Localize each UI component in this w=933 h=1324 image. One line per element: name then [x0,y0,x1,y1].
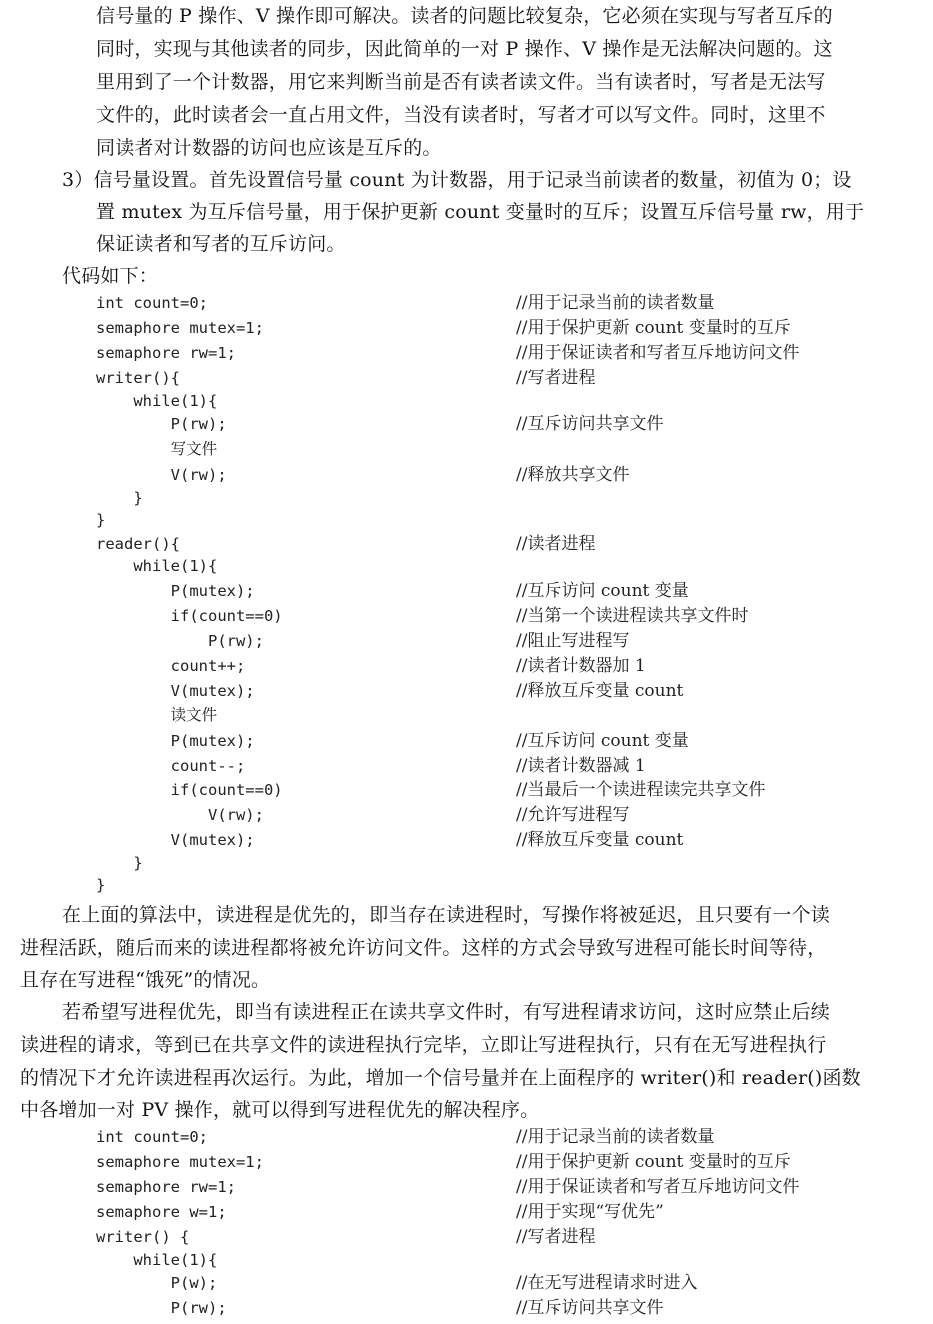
code-text: V(mutex); [96,831,255,849]
code-text: V(mutex); [96,682,255,700]
code-text: 读文件 [96,706,218,724]
code-text: while(1){ [96,392,218,410]
code-text: writer(){ [96,369,180,387]
code-text: 写文件 [96,440,218,458]
code-comment: //互斥访问共享文件 [516,414,664,434]
code-comment: //互斥访问 count 变量 [516,581,689,601]
text-line: 置 mutex 为互斥信号量，用于保护更新 count 变量时的互斥；设置互斥信号量 rw，用于 [96,201,865,223]
code-comment: //当第一个读进程读共享文件时 [516,606,749,626]
code-comment: //释放共享文件 [516,465,630,485]
code-text: if(count==0) [96,607,283,625]
text-line: 里用到了一个计数器，用它来判断当前是否有读者读文件。当有读者时，写者是无法写 [96,71,826,93]
text-line: 保证读者和写者的互斥访问。 [96,233,346,255]
code-text: semaphore rw=1; [96,1178,236,1196]
code-text: while(1){ [96,557,218,575]
code-comment: //用于记录当前的读者数量 [516,293,715,313]
code-text: if(count==0) [96,781,283,799]
code-comment: //在无写进程请求时进入 [516,1273,698,1293]
text-line: 信号量的 P 操作、V 操作即可解决。读者的问题比较复杂，它必须在实现与写者互斥的 [96,5,833,27]
text-line: 进程活跃，随后而来的读进程都将被允许访问文件。这样的方式会导致写进程可能长时间等待， [20,937,827,959]
code-comment: //用于保护更新 count 变量时的互斥 [516,1152,791,1172]
code-text: } [96,854,143,872]
code-text: int count=0; [96,1128,208,1146]
code-text: } [96,511,106,529]
code-comment: //读者计数器减 1 [516,756,646,776]
code-comment: //允许写进程写 [516,805,630,825]
code-heading: 代码如下： [62,265,159,287]
text-line: 读进程的请求，等到已在共享文件的读进程执行完毕，立即让写进程执行，只有在无写进程执行 [20,1034,827,1056]
code-text: semaphore mutex=1; [96,319,264,337]
code-text: P(rw); [96,1299,227,1317]
code-text: semaphore mutex=1; [96,1153,264,1171]
text-line: 文件的，此时读者会一直占用文件，当没有读者时，写者才可以写文件。同时，这里不 [96,104,826,126]
code-text: count--; [96,757,246,775]
code-comment: //用于保护更新 count 变量时的互斥 [516,318,791,338]
code-comment: //互斥访问 count 变量 [516,731,689,751]
code-text: V(rw); [96,806,264,824]
code-text: } [96,489,143,507]
code-comment: //用于保证读者和写者互斥地访问文件 [516,1177,800,1197]
text-line: 同时，实现与其他读者的同步，因此简单的一对 P 操作、V 操作是无法解决问题的。这 [96,38,833,60]
code-text: P(w); [96,1274,218,1292]
code-comment: //读者计数器加 1 [516,656,646,676]
text-line: 在上面的算法中，读进程是优先的，即当存在读进程时，写操作将被延迟，且只要有一个读 [62,904,831,926]
code-text: count++; [96,657,246,675]
code-comment: //读者进程 [516,534,596,554]
code-text: V(rw); [96,466,227,484]
code-text: semaphore rw=1; [96,344,236,362]
code-comment: //用于记录当前的读者数量 [516,1127,715,1147]
code-comment: //写者进程 [516,368,596,388]
text-line: 中各增加一对 PV 操作，就可以得到写进程优先的解决程序。 [20,1099,540,1121]
code-text: } [96,876,106,894]
code-comment: //互斥访问共享文件 [516,1298,664,1318]
text-line: 的情况下才允许读进程再次运行。为此，增加一个信号量并在上面程序的 writer()和 reader()函数 [20,1067,861,1089]
code-text: while(1){ [96,1251,218,1269]
code-text: int count=0; [96,294,208,312]
code-text: semaphore w=1; [96,1203,227,1221]
text-line: 同读者对计数器的访问也应该是互斥的。 [96,137,442,159]
code-text: P(mutex); [96,582,255,600]
code-text: reader(){ [96,535,180,553]
code-comment: //用于保证读者和写者互斥地访问文件 [516,343,800,363]
code-text: P(rw); [96,415,227,433]
code-comment: //阻止写进程写 [516,631,630,651]
code-text: P(mutex); [96,732,255,750]
text-line: 若希望写进程优先，即当有读进程正在读共享文件时，有写进程请求访问，这时应禁止后续 [62,1001,831,1023]
code-comment: //当最后一个读进程读完共享文件 [516,780,766,800]
code-comment: //释放互斥变量 count [516,830,684,850]
code-comment: //释放互斥变量 count [516,681,684,701]
code-text: writer() { [96,1228,190,1246]
code-comment: //用于实现“写优先” [516,1202,664,1222]
text-line: 3）信号量设置。首先设置信号量 count 为计数器，用于记录当前读者的数量，初值为 0；设 [62,169,852,191]
text-line: 且存在写进程“饿死”的情况。 [20,969,271,991]
code-text: P(rw); [96,632,264,650]
code-comment: //写者进程 [516,1227,596,1247]
